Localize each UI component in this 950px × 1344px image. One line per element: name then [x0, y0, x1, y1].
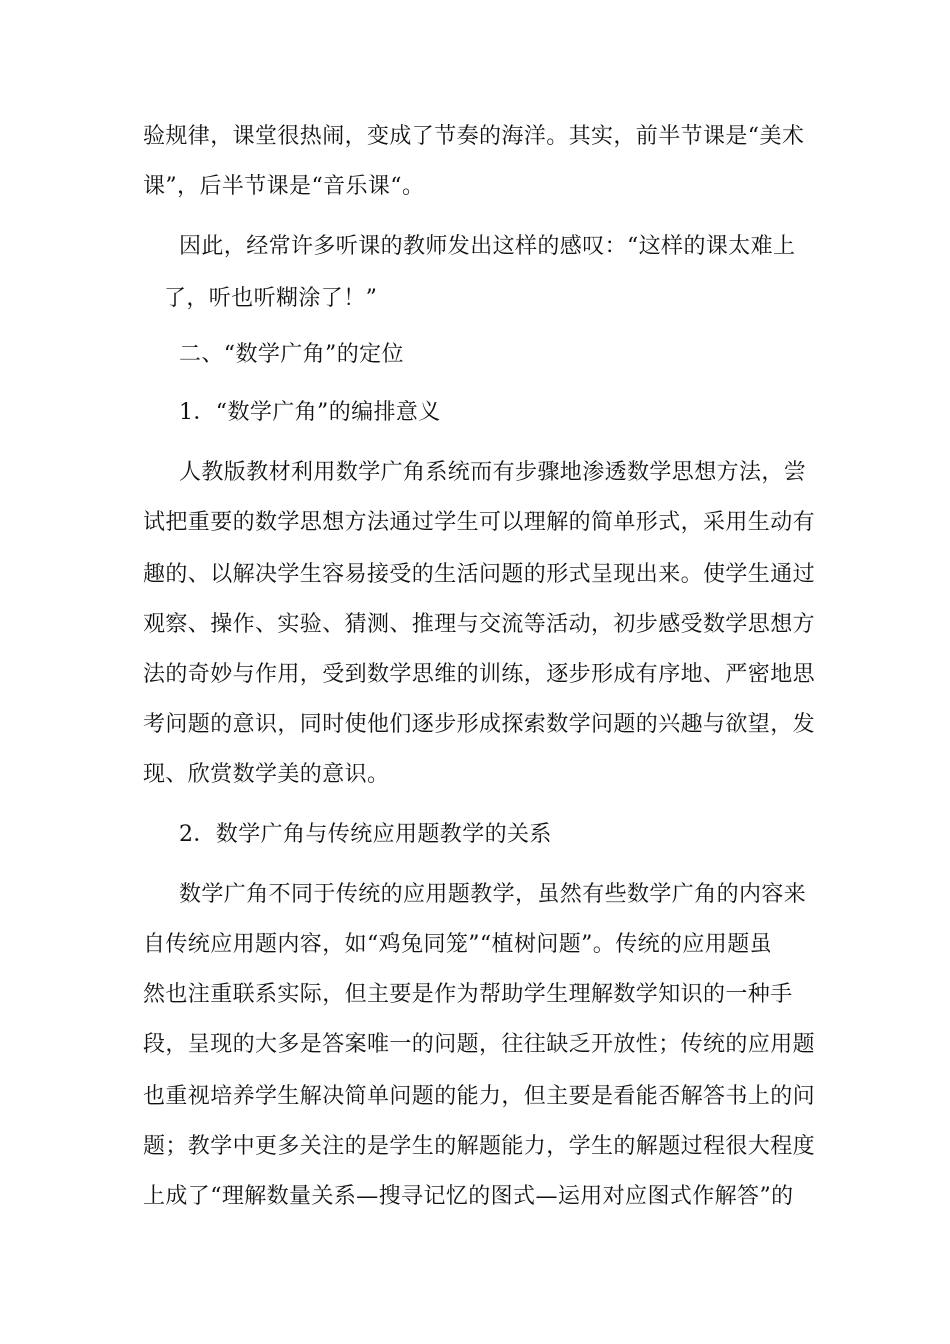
text-line: 趣的、以解决学生容易接受的生活问题的形式呈现出来。使学生通过: [143, 562, 816, 587]
text-line: 现、欣赏数学美的意识。: [143, 762, 390, 787]
text-line: 题；教学中更多关注的是学生的解题能力，学生的解题过程很大程度: [143, 1134, 816, 1159]
text-line: 验规律，课堂很热闹，变成了节奏的海洋。其实，前半节课是“美术: [143, 124, 805, 149]
text-line: 人教版教材利用数学广角系统而有步骤地渗透数学思想方法，尝: [179, 460, 807, 485]
subsection-heading: 2．数学广角与传统应用题教学的关系: [179, 822, 552, 847]
text-line: 上成了“理解数量关系—搜寻记忆的图式—运用对应图式作解答”的: [143, 1184, 794, 1209]
text-line: 因此，经常许多听课的教师发出这样的感叹：“这样的课太难上: [179, 234, 796, 259]
subsection-heading: 1．“数学广角”的编排意义: [179, 400, 441, 425]
text-line: 考问题的意识，同时使他们逐步形成探索数学问题的兴趣与欲望，发: [143, 712, 816, 737]
text-line: 观察、操作、实验、猜测、推理与交流等活动，初步感受数学思想方: [143, 612, 816, 637]
text-line: 然也注重联系实际，但主要是作为帮助学生理解数学知识的一种手: [143, 982, 793, 1007]
text-line: 法的奇妙与作用，受到数学思维的训练，逐步形成有序地、严密地思: [143, 662, 816, 687]
text-line: 段，呈现的大多是答案唯一的问题，往往缺乏开放性；传统的应用题: [143, 1032, 816, 1057]
section-heading: 二、“数学广角”的定位: [179, 342, 404, 367]
text-line: 也重视培养学生解决简单问题的能力，但主要是看能否解答书上的问: [143, 1084, 816, 1109]
text-line: 课”，后半节课是“音乐课“。: [143, 174, 425, 199]
text-line: 数学广角不同于传统的应用题教学，虽然有些数学广角的内容来: [179, 882, 807, 907]
text-line: 自传统应用题内容，如“鸡兔同笼”“植树问题”。传统的应用题虽: [143, 932, 772, 957]
text-line: 了，听也听糊涂了！”: [164, 286, 378, 311]
text-line: 试把重要的数学思想方法通过学生可以理解的简单形式，采用生动有: [143, 510, 816, 535]
